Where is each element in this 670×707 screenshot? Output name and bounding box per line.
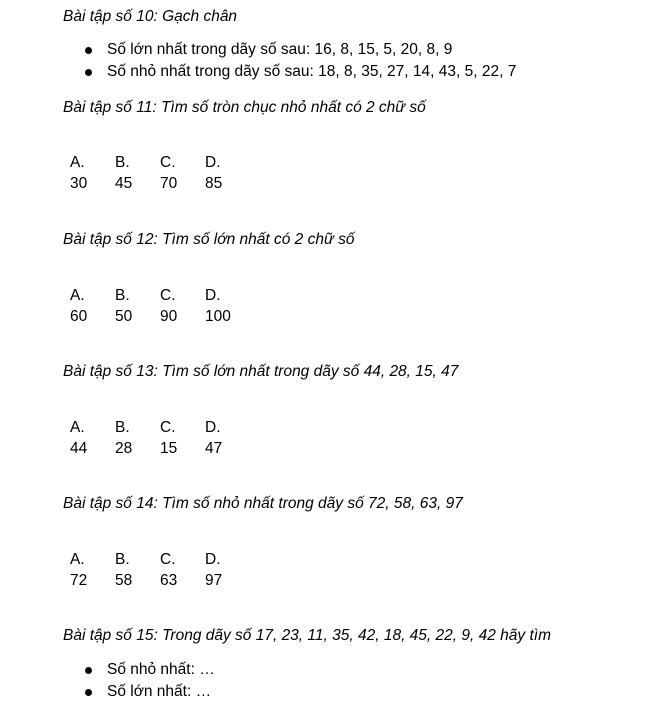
bullet-item: [84, 61, 516, 83]
choice-letter: D.: [205, 287, 221, 304]
bullet-text: Số lớn nhất trong dãy số sau: 16, 8, 15, 5, 20, 8, 9: [107, 41, 453, 58]
choice-values-row: [70, 306, 250, 327]
choice-letters-row: [70, 285, 250, 306]
choice-value: 97: [205, 572, 223, 589]
choice-values-row: [70, 570, 250, 591]
choice-letter: C.: [160, 287, 176, 304]
choice-letter: D.: [205, 551, 221, 568]
bullet-item: [84, 681, 215, 703]
choice-value: 60: [70, 308, 88, 325]
exercise-13-choices: [70, 417, 250, 459]
exercise-13-heading: Bài tập số 13: Tìm số lớn nhất trong dãy số 44, 28, 15, 47: [63, 363, 459, 380]
choice-letter: B.: [115, 551, 130, 568]
choice-letter: A.: [70, 419, 85, 436]
choice-value: 28: [115, 440, 133, 457]
choice-value: 30: [70, 175, 88, 192]
choice-letter: C.: [160, 551, 176, 568]
choice-values-row: [70, 438, 250, 459]
exercise-12-choices: [70, 285, 250, 327]
choice-letter: B.: [115, 287, 130, 304]
choice-letter: C.: [160, 154, 176, 171]
bullet-dot-icon: [85, 69, 92, 76]
choice-letter: D.: [205, 419, 221, 436]
choice-letter: C.: [160, 419, 176, 436]
choice-letters-row: [70, 417, 250, 438]
exercise-15-bullet-list: [84, 659, 215, 703]
choice-value: 90: [160, 308, 178, 325]
choice-letter: A.: [70, 551, 85, 568]
choice-value: 15: [160, 440, 178, 457]
exercise-11-choices: [70, 152, 250, 194]
choice-value: 63: [160, 572, 178, 589]
exercise-14-heading: Bài tập số 14: Tìm số nhỏ nhất trong dãy số 72, 58, 63, 97: [63, 495, 463, 512]
exercise-10-bullet-list: [84, 39, 516, 83]
choice-letter: B.: [115, 419, 130, 436]
choice-value: 58: [115, 572, 133, 589]
exercise-10-heading: Bài tập số 10: Gạch chân: [63, 8, 238, 25]
choice-letters-row: [70, 549, 250, 570]
bullet-item: [84, 39, 516, 61]
bullet-dot-icon: [85, 689, 92, 696]
choice-value: 44: [70, 440, 88, 457]
choice-letter: A.: [70, 287, 85, 304]
bullet-item: [84, 659, 215, 681]
choice-value: 45: [115, 175, 133, 192]
choice-letter: A.: [70, 154, 85, 171]
choice-letter: B.: [115, 154, 130, 171]
choice-value: 50: [115, 308, 133, 325]
choice-letter: D.: [205, 154, 221, 171]
bullet-text: Số lớn nhất: …: [107, 683, 212, 700]
exercise-15-heading: Bài tập số 15: Trong dãy số 17, 23, 11, 35, 42, 18, 45, 22, 9, 42 hãy tìm: [63, 627, 551, 644]
choice-letters-row: [70, 152, 250, 173]
choice-value: 47: [205, 440, 223, 457]
choice-values-row: [70, 173, 250, 194]
exercise-12-heading: Bài tập số 12: Tìm số lớn nhất có 2 chữ số: [63, 231, 355, 248]
choice-value: 70: [160, 175, 178, 192]
bullet-text: Số nhỏ nhất trong dãy số sau: 18, 8, 35, 27, 14, 43, 5, 22, 7: [107, 63, 517, 80]
exercise-11-heading: Bài tập số 11: Tìm số tròn chục nhỏ nhất có 2 chữ số: [63, 99, 426, 116]
bullet-text: Số nhỏ nhất: …: [107, 661, 215, 678]
bullet-dot-icon: [85, 667, 92, 674]
choice-value: 85: [205, 175, 223, 192]
choice-value: 72: [70, 572, 88, 589]
bullet-dot-icon: [85, 47, 92, 54]
exercise-14-choices: [70, 549, 250, 591]
choice-value: 100: [205, 308, 231, 325]
